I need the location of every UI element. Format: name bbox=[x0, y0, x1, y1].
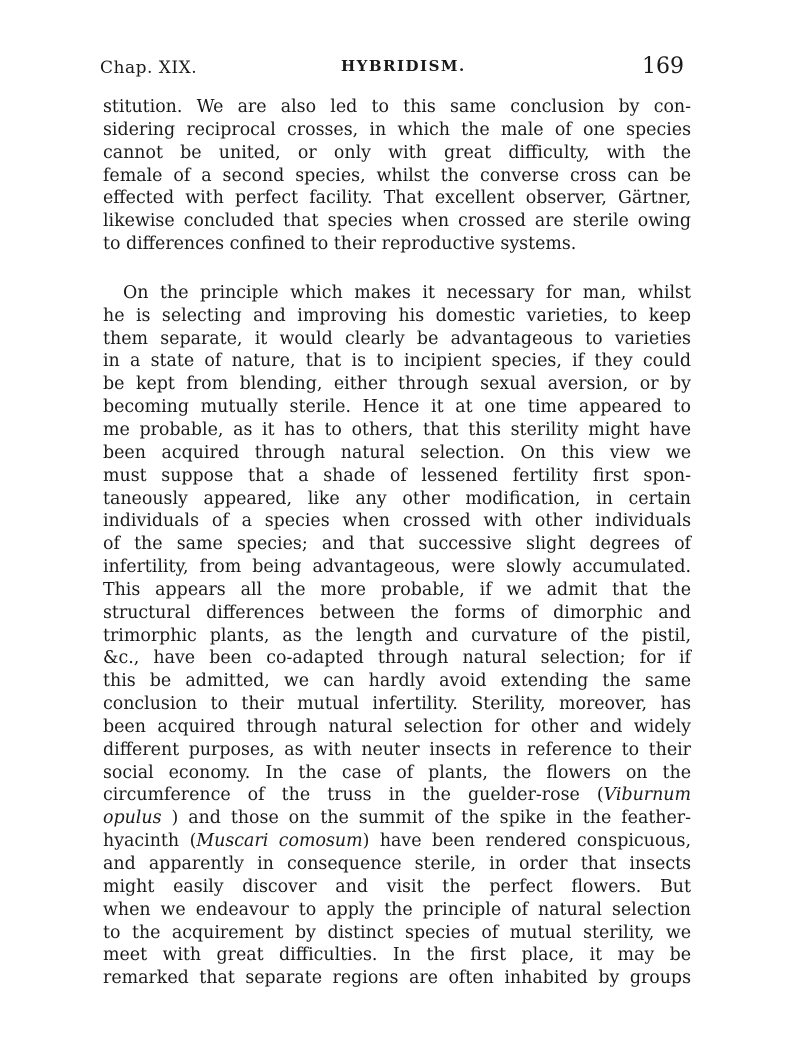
text-line: remarked that separate regions are often inhabited by groups bbox=[103, 968, 691, 989]
chapter-label: Chap. XIX. bbox=[100, 58, 198, 78]
species-name-italic: Muscari comosum bbox=[196, 831, 363, 852]
page-number: 169 bbox=[642, 54, 684, 79]
text-line: conclusion to their mutual infertility. Sterility, moreover, has bbox=[103, 694, 691, 715]
text-line bbox=[103, 830, 691, 853]
text-line: and apparently in consequence sterile, in order that insects bbox=[103, 854, 691, 874]
text-line: been acquired through natural selection for other and widely bbox=[103, 716, 691, 737]
species-name-italic: Viburnum bbox=[603, 785, 691, 806]
text-line: me probable, as it has to others, that this sterility might have bbox=[103, 419, 691, 440]
running-title: HYBRIDISM. bbox=[341, 57, 466, 75]
text-line: This appears all the more probable, if we admit that the bbox=[103, 579, 691, 600]
paragraph bbox=[103, 96, 691, 256]
text-line: individuals of a species when crossed with other individuals bbox=[103, 511, 691, 532]
species-name-italic: opulus bbox=[103, 808, 162, 829]
text-line: of the same species; and that successive slight degrees of bbox=[103, 534, 691, 555]
text-line: structural differences between the forms of dimorphic and bbox=[103, 602, 691, 623]
text-line: female of a second species, whilst the converse cross can be bbox=[103, 165, 691, 186]
text-line: different purposes, as with neuter insects in reference to their bbox=[103, 739, 691, 760]
text-line: meet with great difficulties. In the first place, it may be bbox=[103, 945, 691, 966]
text-line: must suppose that a shade of lessened fertility first spon- bbox=[103, 465, 691, 486]
text-line: in a state of nature, that is to incipient species, if they could bbox=[103, 351, 691, 372]
text-line bbox=[103, 784, 691, 807]
text-line: stitution. We are also led to this same conclusion by con- bbox=[103, 97, 691, 117]
text-line bbox=[103, 807, 691, 830]
text-line: this be admitted, we can hardly avoid extending the same bbox=[103, 671, 691, 692]
text-line: them separate, it would clearly be advantageous to varieties bbox=[103, 328, 691, 349]
text-segment: ) and those on the summit of the spike in the feather- bbox=[161, 808, 691, 829]
text-line: likewise concluded that species when crossed are sterile owing bbox=[103, 211, 691, 232]
text-line: been acquired through natural selection. On this view we bbox=[103, 442, 691, 463]
text-line: On the principle which makes it necessary for man, whilst bbox=[123, 282, 691, 303]
text-line: he is selecting and improving his domestic varieties, to keep bbox=[103, 305, 691, 326]
text-line: trimorphic plants, as the length and curvature of the pistil, bbox=[103, 625, 691, 646]
text-segment: ) have been rendered conspicuous, bbox=[362, 831, 691, 852]
text-line: becoming mutually sterile. Hence it at one time appeared to bbox=[103, 397, 691, 418]
paragraph bbox=[103, 282, 691, 990]
text-line: sidering reciprocal crosses, in which the male of one species bbox=[103, 119, 691, 140]
text-line: cannot be united, or only with great difficulty, with the bbox=[103, 142, 691, 163]
text-line: to differences confined to their reproductive systems. bbox=[103, 234, 577, 255]
text-line: be kept from blending, either through sexual aversion, or by bbox=[103, 374, 691, 395]
text-line: might easily discover and visit the perfect flowers. But bbox=[103, 876, 691, 897]
page-header bbox=[100, 52, 690, 82]
text-line: to the acquirement by distinct species of mutual sterility, we bbox=[103, 922, 691, 943]
text-line: effected with perfect facility. That excellent observer, Gärtner, bbox=[103, 188, 691, 209]
text-line: infertility, from being advantageous, were slowly accumulated. bbox=[103, 557, 691, 578]
body-text bbox=[103, 96, 691, 990]
text-line: when we endeavour to apply the principle of natural selection bbox=[103, 899, 691, 920]
paragraph-gap bbox=[103, 256, 691, 282]
text-segment: hyacinth ( bbox=[103, 831, 197, 852]
text-line: &c., have been co-adapted through natural selection; for if bbox=[103, 648, 691, 669]
text-line: social economy. In the case of plants, the flowers on the bbox=[103, 762, 691, 783]
text-segment: circumference of the truss in the guelder-rose ( bbox=[103, 785, 604, 806]
text-line: taneously appeared, like any other modification, in certain bbox=[103, 488, 691, 509]
